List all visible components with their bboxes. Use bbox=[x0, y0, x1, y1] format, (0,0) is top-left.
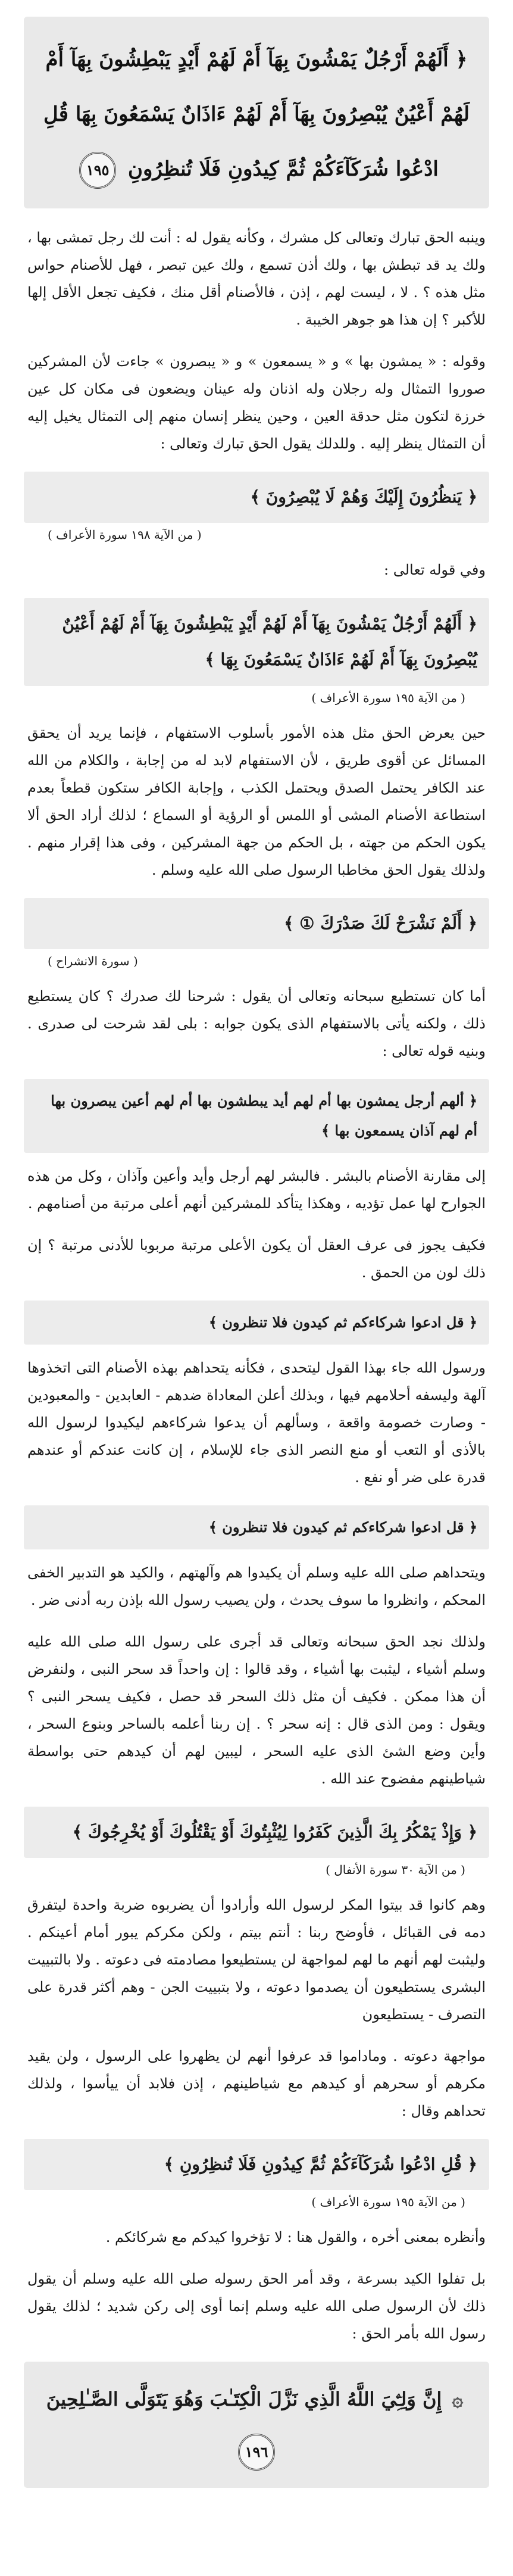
quote-1-source: ( من الآية ١٩٨ سورة الأعراف ) bbox=[48, 528, 202, 542]
paragraph-2: وقوله : « يمشون بها » و « يسمعون » و « يبصرون » جاءت لأن المشركين صوروا التمثال وله رجلان وله اذنان وله عينان ويضعون فى مكان كل عين خرزة لتكون مثل حدقة العين ، وحين ينظر إنسان منهم إلى التمثال يخيل إليه أن التمثال ينظر إليه . وللدلك يقول الحق تبارك وتعالى : bbox=[27, 353, 486, 452]
paragraph-3: وفي قوله تعالى : bbox=[384, 562, 486, 578]
paragraph-4: حين يعرض الحق مثل هذه الأمور بأسلوب الاستفهام ، فإنما يريد أن يحقق المسائل عن أقوى طريق ، لأن الاستفهام لابد له من إجابة ، والكلام من الله عند الكافر يحتمل الصدق ويحتمل الكذب ، وإجابة الكافر ستكون قطعاً بعدم استطاعة الأصنام المشى أو اللمس أو الرؤية أو السماع ؛ لذلك أراد الحق ألا يكون الحكم من جهته ، بل الحكم من جهة المشركين ، وفى هذا إقرار منهم . ولذلك يقول الحق مخاطبا الرسول صلى الله عليه وسلم . bbox=[27, 725, 486, 878]
quote-7-source: ( من الآية ٣٠ سورة الأنفال ) bbox=[326, 1863, 465, 1877]
paragraph-1: وينبه الحق تبارك وتعالى كل مشرك ، وكأنه يقول له : أنت لك رجل تمشى بها ، ولك يد قد تبطش بها ، ولك أذن تسمع ، ولك عين تبصر ، فهل للأصنام حواس مثل هذه ؟ . لا ، ليست لهم ، إذن ، فالأصنام أقل منك ، فكيف تجعل الأقل إلها للأكبر ؟ إن هذا هو جوهر الخيبة . bbox=[27, 229, 486, 328]
paragraph-10: ولذلك نجد الحق سبحانه وتعالى قد أجرى على رسول الله صلى الله عليه وسلم أشياء ، ليثبت بها أشياء ، وقد قالوا : إن واحداً قد سحر النبى ، ولنفرض أن هذا ممكن . فكيف أن مثل ذلك السحر قد حصل ، فكيف يسحر النبى ؟ ويقول : ومن الذى قال : إنه سحر ؟ . إن ربنا أعلمه بالساحر وبنوع السحر ، وأين وضع الشئ الذى عليه السحر ، ليبين لهم أن كيدهم حتى بواسطة شياطينهم مفضوح عند الله . bbox=[27, 1633, 486, 1787]
paragraph-13: وأنظره بمعنى أخره ، والقول هنا : لا تؤخروا كيدكم مع شركائكم . bbox=[105, 2229, 486, 2246]
paragraph-6: إلى مقارنة الأصنام بالبشر . فالبشر لهم أرجل وأيد وأعين وآذان ، وكل من هذه الجوارح لها عمل تؤديه ، وهكذا يتأكد للمشركين أنهم أعلى مرتبة من أصنامهم . bbox=[27, 1168, 486, 1212]
quote-6: ﴿ قل ادعوا شركاءكم ثم كيدون فلا تنظرون ﴾ bbox=[24, 1505, 489, 1549]
quote-8-source: ( من الآية ١٩٥ سورة الأعراف ) bbox=[311, 2195, 465, 2209]
closing-verse-number-badge: ١٩٦ bbox=[238, 2434, 275, 2471]
paragraph-14: بل تفلوا الكيد بسرعة ، وقد أمر الحق رسوله صلى الله عليه وسلم أن يقول ذلك لأن الرسول صلى الله عليه وسلم إنما أوى إلى ركن شديد ؛ لذلك يقول رسول الله بأمر الحق : bbox=[27, 2271, 486, 2342]
paragraph-5: أما كان تستطيع سبحانه وتعالى أن يقول : شرحنا لك صدرك ؟ كان يستطيع ذلك ، ولكنه يأتى بالاستفهام الذى يكون جوابه : بلى لقد شرحت لى صدرى . وبنيه قوله تعالى : bbox=[27, 988, 486, 1059]
closing-verse-banner bbox=[24, 2362, 489, 2488]
ornament-star-icon: ۞ bbox=[452, 2388, 464, 2410]
quote-3-source: ( سورة الانشراح ) bbox=[48, 954, 138, 968]
paragraph-11: وهم كانوا قد بيتوا المكر لرسول الله وأرادوا أن يضربوه ضربة واحدة ليتفرق دمه فى القبائل ، فأوضح ربنا : أنتم بيتم ، ولكن مكركم يبور أمام أعينكم . وليثبت لهم أنهم ما لهم لمواجهة لن يستطيعوا مصادمته فى دعوته . ولا بالتبييت البشرى يستطيعون أن يصدموا دعوته ، ولا بتبييت الجن - وهم أكثر قدرة على التصرف - يستطيعون bbox=[27, 1897, 486, 2023]
verse-number-badge: ١٩٥ bbox=[79, 152, 116, 189]
paragraph-9: ويتحداهم صلى الله عليه وسلم أن يكيدوا هم وآلهتهم ، والكيد هو التدبير الخفى المحكم ، وانظروا ما سوف يحدث ، ولن يصيب رسول الله بإذن ربه أدنى ضر . bbox=[27, 1564, 486, 1608]
quote-1: ﴿ يَنظُرُونَ إِلَيْكَ وَهُمْ لَا يُبْصِرُونَ ﴾ bbox=[24, 472, 489, 523]
quote-8: ﴿ قُلِ ادْعُوا شُرَكَآءَكُمْ ثُمَّ كِيدُونِ فَلَا تُنظِرُونِ ﴾ bbox=[24, 2139, 489, 2190]
paragraph-8: ورسول الله جاء بهذا القول ليتحدى ، فكأنه يتحداهم بهذه الأصنام التى اتخذوها آلهة وليسفه أحلامهم فيها ، وبذلك أعلن المعاداة ضدهم - العابدين - والمعبودين - وصارت خصومة واقعة ، وسألهم أن يدعوا شركاءهم ليكيدوا لرسول الله بالأذى أو التعب أو منع النصر الذى جاء للإسلام ، إن كانت عندكم أو عندهم قدرة على ضر أو نفع . bbox=[27, 1359, 486, 1486]
opening-verse-banner bbox=[24, 17, 489, 208]
quote-7: ﴿ وَإِذْ يَمْكُرُ بِكَ الَّذِينَ كَفَرُوا لِيُثْبِتُوكَ أَوْ يَقْتُلُوكَ أَوْ يُخْرِجُوكَ ﴾ bbox=[24, 1807, 489, 1858]
opening-verse-text: ﴿ أَلَهُمْ أَرْجُلٌ يَمْشُونَ بِهَآ أَمْ لَهُمْ أَيْدٍ يَبْطِشُونَ بِهَآ أَمْ لَهُمْ أَعْيُنٌ يُبْصِرُونَ بِهَآ أَمْ لَهُمْ ءَاذَانٌ يَسْمَعُونَ بِهَا قُلِ ادْعُوا شُرَكَآءَكُمْ ثُمَّ كِيدُونِ فَلَا تُنظِرُونِ bbox=[43, 48, 470, 181]
quote-2: ﴿ أَلَهُمْ أَرْجُلٌ يَمْشُونَ بِهَآ أَمْ لَهُمْ أَيْدٍ يَبْطِشُونَ بِهَآ أَمْ لَهُمْ أَعْيُنٌ يُبْصِرُونَ بِهَآ أَمْ لَهُمْ ءَاذَانٌ يَسْمَعُونَ بِهَا ﴾ bbox=[24, 598, 489, 686]
closing-verse-text: إِنَّ وَلِـِّۧيَ اللَّهُ الَّذِي نَزَّلَ الْكِتَـٰبَ وَهُوَ يَتَوَلَّى الصَّـٰلِحِينَ bbox=[46, 2388, 442, 2410]
paragraph-7: فكيف يجوز فى عرف العقل أن يكون الأعلى مرتبة مربوبا للأدنى مرتبة ؟ إن ذلك لون من الحمق . bbox=[27, 1237, 486, 1281]
quote-2-source: ( من الآية ١٩٥ سورة الأعراف ) bbox=[311, 691, 465, 705]
quote-3: ﴿ أَلَمْ نَشْرَحْ لَكَ صَدْرَكَ ① ﴾ bbox=[24, 898, 489, 949]
paragraph-12: مواجهة دعوته . وماداموا قد عرفوا أنهم لن يظهروا على الرسول ، ولن يقيد مكرهم أو سحرهم أو كيدهم مع شياطينهم ، إذن فلابد أن ييأسوا ، ولذلك تحداهم وقال : bbox=[27, 2048, 486, 2119]
quote-4: ﴿ ألهم أرجل يمشون بها أم لهم أيد يبطشون بها أم لهم أعين يبصرون بها أم لهم آذان يسمعون بها ﴾ bbox=[24, 1079, 489, 1153]
quote-5: ﴿ قل ادعوا شركاءكم ثم كيدون فلا تنظرون ﴾ bbox=[24, 1301, 489, 1345]
